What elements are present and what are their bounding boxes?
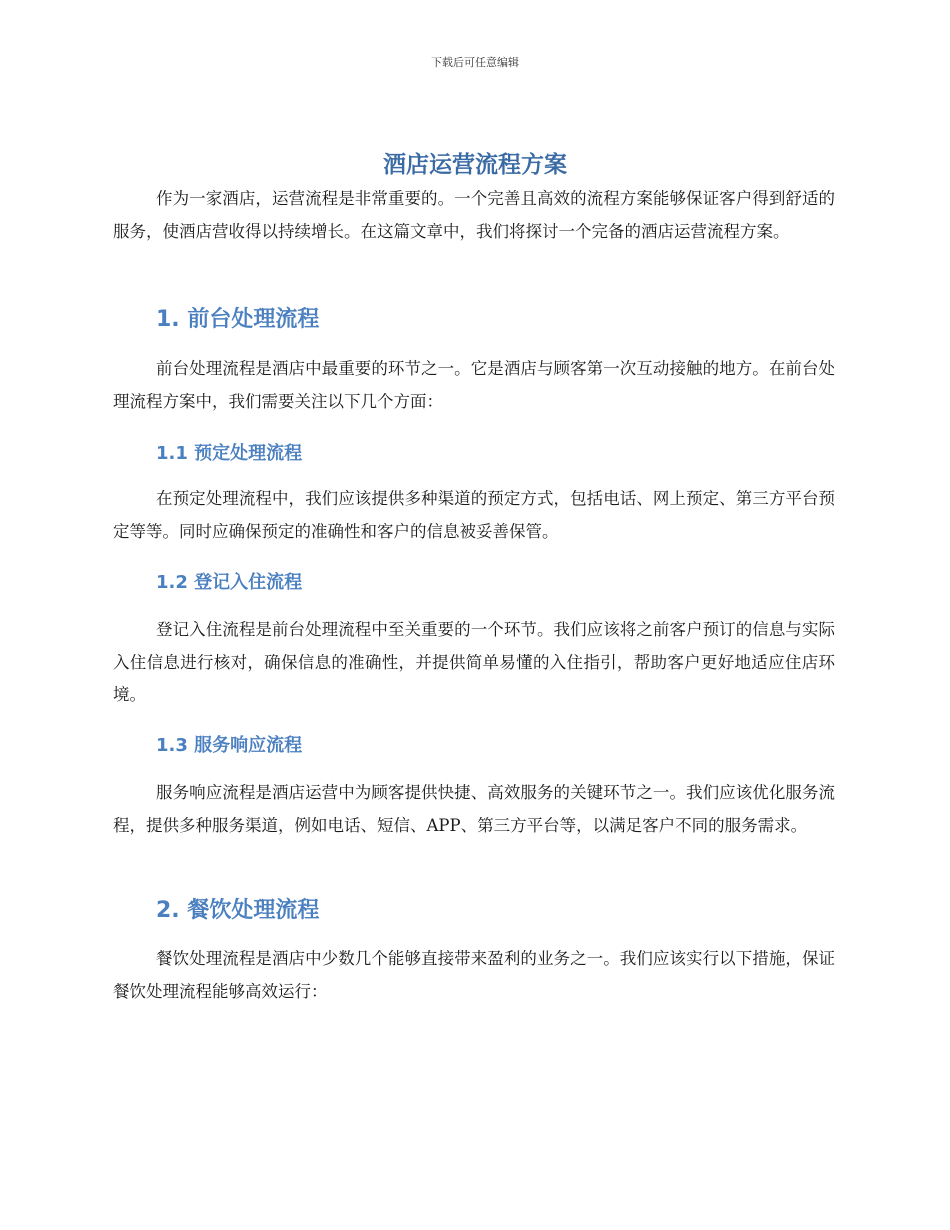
subsection-paragraph-reservation: 在预定处理流程中，我们应该提供多种渠道的预定方式，包括电话、网上预定、第三方平台预定等等。同时应确保预定的准确性和客户的信息被妥善保管。: [113, 489, 835, 541]
subsection-heading-reservation: 1.1 预定处理流程: [156, 443, 303, 464]
section-heading-frontdesk: 1. 前台处理流程: [156, 307, 320, 332]
section-heading-dining: 2. 餐饮处理流程: [156, 898, 320, 923]
subsection-paragraph-service: 服务响应流程是酒店运营中为顾客提供快捷、高效服务的关键环节之一。我们应该优化服务流程，提供多种服务渠道，例如电话、短信、APP、第三方平台等，以满足客户不同的服务需求。: [113, 783, 835, 835]
subsection-heading-checkin: 1.2 登记入住流程: [156, 572, 303, 593]
intro-paragraph: 作为一家酒店，运营流程是非常重要的。一个完善且高效的流程方案能够保证客户得到舒适的服务，使酒店营收得以持续增长。在这篇文章中，我们将探讨一个完备的酒店运营流程方案。: [113, 189, 835, 241]
page-header-note: 下载后可任意编辑: [431, 56, 519, 69]
section-paragraph-frontdesk: 前台处理流程是酒店中最重要的环节之一。它是酒店与顾客第一次互动接触的地方。在前台处理流程方案中，我们需要关注以下几个方面：: [113, 359, 835, 411]
section-paragraph-dining: 餐饮处理流程是酒店中少数几个能够直接带来盈利的业务之一。我们应该实行以下措施，保证餐饮处理流程能够高效运行：: [113, 949, 835, 1001]
subsection-paragraph-checkin: 登记入住流程是前台处理流程中至关重要的一个环节。我们应该将之前客户预订的信息与实际入住信息进行核对，确保信息的准确性，并提供简单易懂的入住指引，帮助客户更好地适应住店环境。: [113, 620, 835, 704]
document-title: 酒店运营流程方案: [383, 152, 567, 178]
subsection-heading-service: 1.3 服务响应流程: [156, 735, 303, 756]
